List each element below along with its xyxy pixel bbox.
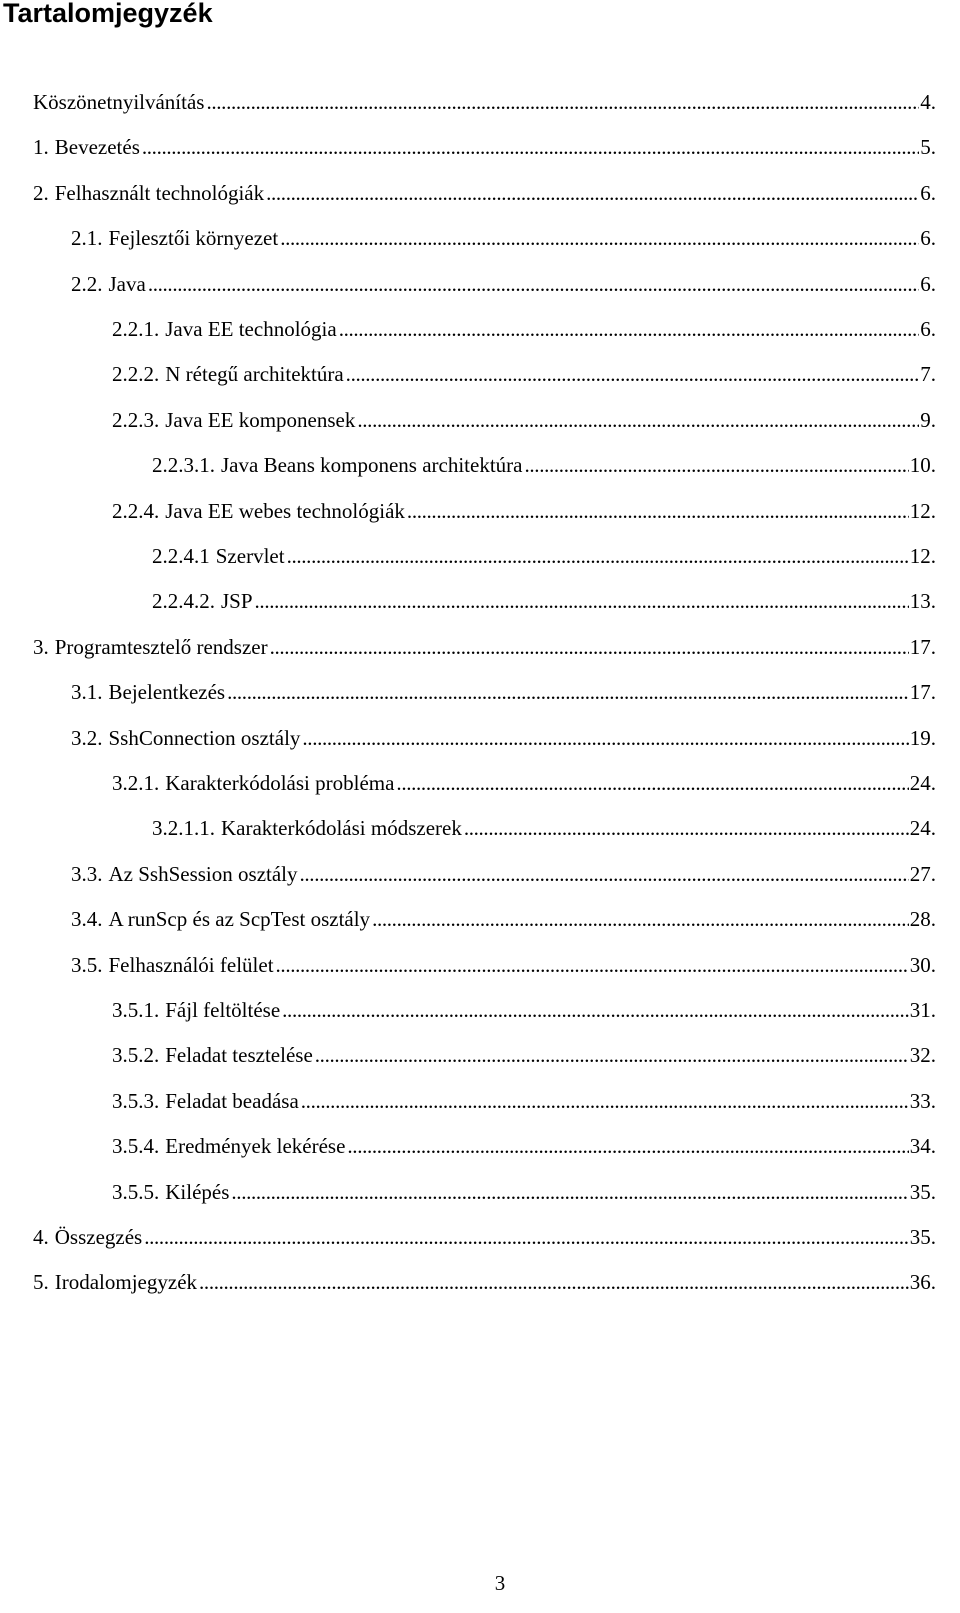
toc-entry-title: Java [108,272,146,296]
toc-dot-leader [300,859,909,889]
toc-entry-number: 3.5.4. [112,1134,160,1158]
toc-entry-title: Az SshSession osztály [108,862,298,886]
toc-entry-title: Összegzés [54,1225,143,1249]
toc-dot-leader [266,178,919,208]
toc-entry-number: 3.5.3. [112,1089,160,1113]
toc-dot-leader [142,132,919,162]
toc-entry[interactable] [112,1131,936,1161]
toc-dot-leader [227,677,909,707]
toc-entry[interactable] [71,723,936,753]
toc-entry-number: 3.5.5. [112,1180,160,1204]
toc-entry[interactable] [112,1086,936,1116]
toc-entry[interactable] [33,132,936,162]
toc-entry-number: 3. [33,635,49,659]
toc-dot-leader [144,1222,909,1252]
toc-entry-page: 10. [909,453,936,477]
toc-entry-page: 32. [909,1043,936,1067]
toc-entry[interactable] [152,541,936,571]
toc-entry[interactable] [71,904,936,934]
toc-entry-page: 17. [909,635,936,659]
toc-dot-leader [396,768,908,798]
toc-entry-page: 31. [909,998,936,1022]
toc-dot-leader [357,405,919,435]
toc-dot-leader [525,450,909,480]
toc-dot-leader [206,87,919,117]
toc-entry-title: Felhasznált technológiák [54,181,265,205]
toc-dot-leader [464,813,909,843]
toc-entry[interactable] [152,813,936,843]
toc-title: Tartalomjegyzék [3,0,213,28]
toc-entry-page: 27. [909,862,936,886]
page-number: 3 [494,1571,506,1595]
toc-entry-number: 3.3. [71,862,103,886]
toc-entry-page: 28. [909,907,936,931]
toc-dot-leader [255,586,909,616]
toc-entry[interactable] [71,950,936,980]
toc-entry-page: 9. [920,408,936,432]
toc-entry[interactable] [112,496,936,526]
toc-entry[interactable] [112,359,936,389]
toc-entry[interactable] [112,1177,936,1207]
toc-dot-leader [346,359,920,389]
toc-entry[interactable] [112,768,936,798]
toc-entry[interactable] [152,450,936,480]
toc-entry-page: 6. [920,317,936,341]
toc-entry-title: Fejlesztői környezet [108,226,279,250]
toc-entry[interactable] [71,859,936,889]
toc-entry-page: 6. [920,226,936,250]
toc-entry-page: 6. [920,272,936,296]
toc-entry-title: Programtesztelő rendszer [54,635,268,659]
toc-entry-page: 6. [920,181,936,205]
toc-dot-leader [347,1131,908,1161]
toc-entry-page: 35. [909,1180,936,1204]
toc-entry[interactable] [71,269,936,299]
toc-entry-title: Karakterkódolási probléma [165,771,395,795]
toc-entry-title: Bevezetés [54,135,140,159]
toc-entry-title: Felhasználói felület [108,953,274,977]
toc-entry[interactable] [112,314,936,344]
toc-entry-page: 7. [920,362,936,386]
toc-entry-page: 19. [909,726,936,750]
toc-dot-leader [372,904,909,934]
toc-entry[interactable] [33,1267,936,1297]
toc-entry-title: Bejelentkezés [108,680,226,704]
toc-dot-leader [270,632,909,662]
toc-entry[interactable] [33,632,936,662]
toc-entry-page: 4. [920,90,936,114]
toc-dot-leader [282,995,909,1025]
toc-entry-title: Java Beans komponens architektúra [221,453,523,477]
toc-entry-number: 5. [33,1270,49,1294]
toc-entry[interactable] [112,1040,936,1070]
toc-entry-page: 12. [909,499,936,523]
toc-entry-page: 30. [909,953,936,977]
toc-entry[interactable] [33,1222,936,1252]
toc-dot-leader [287,541,909,571]
toc-entry-page: 12. [909,544,936,568]
toc-entry-title: Fájl feltöltése [165,998,281,1022]
toc-dot-leader [199,1267,909,1297]
toc-dot-leader [339,314,920,344]
toc-entry[interactable] [71,677,936,707]
toc-entry-title: Eredmények lekérése [165,1134,346,1158]
toc-dot-leader [302,723,908,753]
toc-dot-leader [301,1086,909,1116]
toc-entry-title: Karakterkódolási módszerek [221,816,462,840]
toc-entry-number: 2.2.4.2. [152,589,215,613]
toc-entry-number: 4. [33,1225,49,1249]
toc-dot-leader [315,1040,909,1070]
toc-entry-page: 36. [909,1270,936,1294]
toc-dot-leader [231,1177,908,1207]
toc-entry-number: 2.2.3.1. [152,453,215,477]
toc-dot-leader [280,223,919,253]
toc-entry[interactable] [152,586,936,616]
toc-entry-page: 5. [920,135,936,159]
toc-entry[interactable] [71,223,936,253]
toc-entry-number: 3.4. [71,907,103,931]
toc-dot-leader [148,269,919,299]
toc-entry-number: 2.2.1. [112,317,160,341]
toc-entry-title: Feladat beadása [165,1089,299,1113]
toc-entry[interactable] [33,87,936,117]
toc-entry-number: 3.2.1.1. [152,816,215,840]
toc-entry-number: 2.2.4. [112,499,160,523]
toc-entry-page: 34. [909,1134,936,1158]
toc-entry-number: 2.2.4.1 [152,544,210,568]
toc-entry-page: 24. [909,816,936,840]
toc-entry-title: Java EE technológia [165,317,337,341]
toc-entry-number: 1. [33,135,49,159]
toc-entry[interactable] [33,178,936,208]
toc-entry-number: 3.2.1. [112,771,160,795]
toc-entry-page: 24. [909,771,936,795]
toc-entry-title: Köszönetnyilvánítás [33,90,205,114]
toc-entry-title: Irodalomjegyzék [54,1270,198,1294]
toc-entry-title: N rétegű architektúra [165,362,344,386]
toc-entry-title: JSP [221,589,253,613]
toc-entry-page: 33. [909,1089,936,1113]
toc-entry-title: Java EE webes technológiák [165,499,405,523]
toc-entry-title: Java EE komponensek [165,408,356,432]
toc-entry-number: 2.2.2. [112,362,160,386]
toc-entry-number: 2. [33,181,49,205]
toc-entry[interactable] [112,405,936,435]
toc-entry[interactable] [112,995,936,1025]
toc-entry-number: 3.1. [71,680,103,704]
toc-entry-page: 17. [909,680,936,704]
toc-dot-leader [276,950,909,980]
toc-entry-number: 3.5. [71,953,103,977]
toc-entry-title: A runScp és az ScpTest osztály [108,907,371,931]
toc-entry-number: 2.1. [71,226,103,250]
toc-entry-number: 2.2.3. [112,408,160,432]
toc-entry-number: 3.5.2. [112,1043,160,1067]
toc-entry-page: 35. [909,1225,936,1249]
toc-entry-title: Kilépés [165,1180,230,1204]
toc-entry-page: 13. [909,589,936,613]
toc-entry-title: Feladat tesztelése [165,1043,313,1067]
toc-entry-number: 3.5.1. [112,998,160,1022]
toc-entry-title: Szervlet [215,544,285,568]
toc-entry-number: 3.2. [71,726,103,750]
toc-entry-number: 2.2. [71,272,103,296]
toc-entry-title: SshConnection osztály [108,726,301,750]
toc-dot-leader [407,496,909,526]
